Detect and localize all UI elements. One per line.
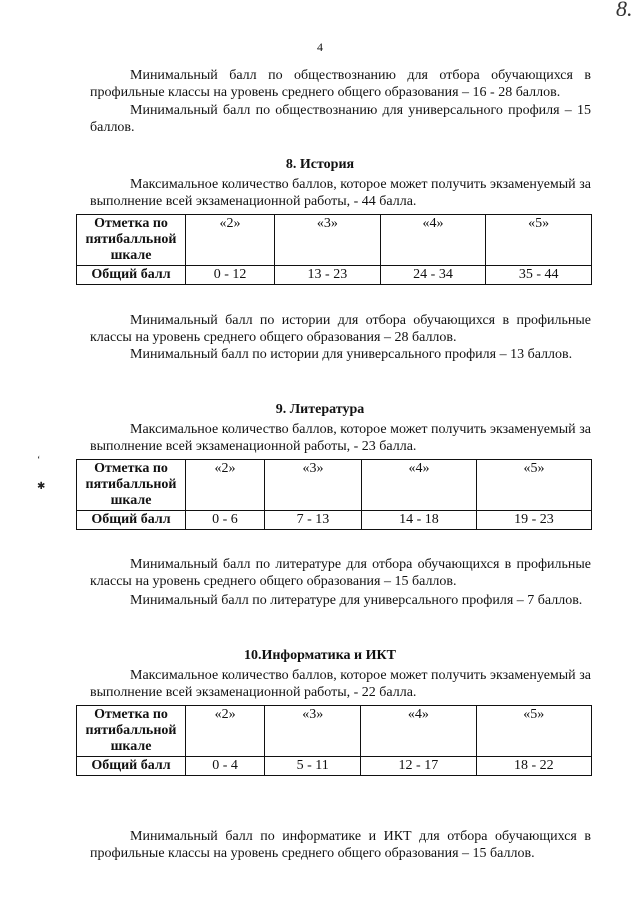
grade-cell: «4» [361,460,476,511]
literature-min-score-universal: Минимальный балл по литературе для универсального профиля – 7 баллов. [130,593,583,608]
page-number: 4 [317,40,323,54]
informatics-min-score-profile: Минимальный балл по информатике и ИКТ для отбора обучающихся в профильные классы на уровень среднего общего образования – 15 баллов. [90,829,591,861]
total-label-cell: Общий балл [77,757,186,776]
grade-cell: «3» [275,215,381,266]
score-range-cell: 0 - 4 [186,757,265,776]
grade-label-cell: Отметка по пятибалльной шкале [77,215,186,266]
table-row [77,266,592,285]
literature-max-score-text: Максимальное количество баллов, которое может получить экзаменуемый за выполнение всей экзаменационной работы, - 23 балла. [90,422,591,454]
table-row [77,215,592,266]
grade-cell: «4» [380,215,486,266]
grade-cell: «2» [186,215,275,266]
grade-cell: «5» [476,706,591,757]
grade-label-cell: Отметка по пятибалльной шкале [77,706,186,757]
informatics-max-score-text: Максимальное количество баллов, которое может получить экзаменуемый за выполнение всей экзаменационной работы, - 22 балла. [90,668,591,700]
history-grade-table [76,214,592,285]
table-row [77,757,592,776]
section-heading-history: 8. История [285,157,355,172]
literature-min-score-profile: Минимальный балл по литературе для отбора обучающихся в профильные классы на уровень среднего общего образования – 15 баллов. [90,557,591,589]
score-range-cell: 5 - 11 [265,757,361,776]
total-label-cell: Общий балл [77,511,186,530]
literature-grade-table [76,459,592,530]
score-range-cell: 14 - 18 [361,511,476,530]
score-range-cell: 7 - 13 [264,511,361,530]
grade-cell: «5» [486,215,592,266]
score-range-cell: 19 - 23 [476,511,591,530]
informatics-grade-table [76,705,592,776]
score-range-cell: 0 - 6 [186,511,265,530]
grade-cell: «3» [264,460,361,511]
section-heading-literature: 9. Литература [275,402,365,417]
score-range-cell: 24 - 34 [380,266,486,285]
section-heading-informatics: 10.Информатика и ИКТ [243,648,397,663]
handwritten-page-mark: 8. [616,0,633,21]
grade-label-cell: Отметка по пятибалльной шкале [77,460,186,511]
grade-cell: «2» [186,460,265,511]
score-range-cell: 13 - 23 [275,266,381,285]
table-row [77,706,592,757]
grade-cell: «4» [361,706,476,757]
table-row [77,460,592,511]
scan-speck: ‘ [37,455,41,466]
grade-cell: «5» [476,460,591,511]
score-range-cell: 35 - 44 [486,266,592,285]
intro-min-score-profile: Минимальный балл по обществознанию для отбора обучающихся в профильные классы на уровень среднего общего образования – 16 - 28 баллов. [90,68,591,100]
grade-cell: «2» [186,706,265,757]
history-min-score-profile: Минимальный балл по истории для отбора обучающихся в профильные классы на уровень среднего общего образования – 28 баллов. [90,313,591,345]
scan-speck: ✱ [37,481,46,492]
total-label-cell: Общий балл [77,266,186,285]
score-range-cell: 18 - 22 [476,757,591,776]
history-min-score-universal: Минимальный балл по истории для универсального профиля – 13 баллов. [130,347,573,362]
table-row [77,511,592,530]
intro-min-score-universal: Минимальный балл по обществознанию для универсального профиля – 15 баллов. [90,103,591,135]
history-max-score-text: Максимальное количество баллов, которое может получить экзаменуемый за выполнение всей экзаменационной работы, - 44 балла. [90,177,591,209]
score-range-cell: 0 - 12 [186,266,275,285]
grade-cell: «3» [265,706,361,757]
score-range-cell: 12 - 17 [361,757,476,776]
